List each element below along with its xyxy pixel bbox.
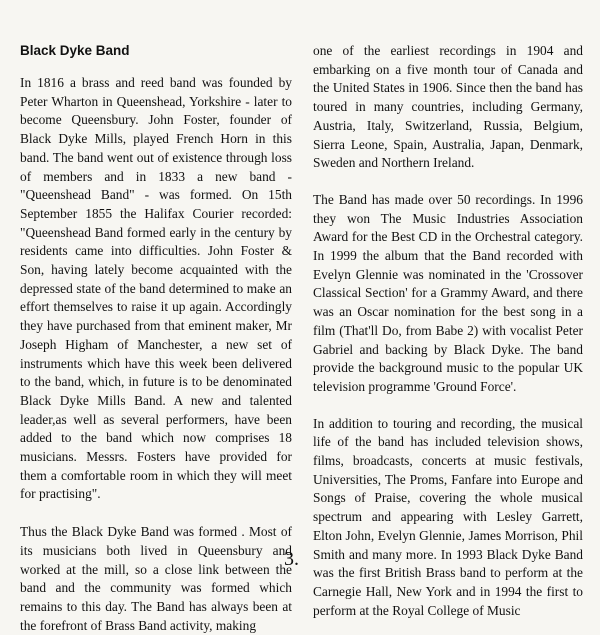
page-number: 3. (284, 548, 299, 570)
paragraph-touring: one of the earliest recordings in 1904 and embarking on a five month tour of Canada and the United States in 1906. Since then the band has toured in many countries, including Germany, Austria, Italy, Switzerland, Russia, Belgium, Sierra Leone, Spain, Australia, Japan, Denmark, Sweden and Northern Ireland. (313, 43, 583, 171)
left-column (20, 0, 292, 635)
paragraph-recordings: The Band has made over 50 recordings. In 1996 they won The Music Industries Association Award for the Best CD in the Orchestral category. In 1999 the album that the Band recorded with Evelyn Glennie was nominated in the 'Crossover Classical Section' for a Grammy Award, and there was an Oscar nomination for the best song in a film (That'll Do, from Babe 2) with vocalist Peter Gabriel and backing by Black Dyke. The band provide the background music to the popular UK television programme 'Ground Force'. (313, 191, 583, 394)
paragraph-performances: In addition to touring and recording, the musical life of the band has included television shows, films, broadcasts, concerts at music festivals, Universities, The Proms, Fanfare into Europe and Songs of Praise, covering the whole musical spectrum and appearing with Lesley Garrett, Elton John, Evelyn Glennie, James Morrison, Phil Smith and many more. In 1993 Black Dyke Band was the first British Brass band to perform at the Carnegie Hall, New York and in 1994 the first to perform at the Royal College of Music (313, 415, 583, 618)
article-title: Black Dyke Band (20, 43, 130, 58)
right-column (313, 0, 583, 620)
paragraph-formation: Thus the Black Dyke Band was formed . Most of its musicians both lived in Queensbury and worked at the mill, so a close link between the band and the community was formed which remains to this day. The Band has always been at the forefront of Brass Band activity, making (20, 524, 292, 633)
paragraph-history: In 1816 a brass and reed band was founded by Peter Wharton in Queenshead, Yorkshire - later to become Queensbury. John Foster, founder of Black Dyke Mills, played French Horn in this band. The band went out of existence through loss of members and in 1833 a new band - "Queenshead Band" - was formed. On 15th September 1855 the Halifax Courier recorded: "Queenshead Band formed early in the century by residents came into difficulties. John Foster & Son, having lately become acquainted with the depressed state of the band determined to make an effort themselves to raise it up again. Accordingly they have purchased from that eminent maker, Mr Joseph Higham of Manchester, a new set of instruments which have this week been delivered to the band, which, in future is to be denominated Black Dyke Mills Band. A new and talented leader,as well as several performers, have been added to the band which now comprises 18 musicians. Messrs. Fosters have provided for them a comfortable room in which they will meet for practising". (20, 75, 292, 502)
